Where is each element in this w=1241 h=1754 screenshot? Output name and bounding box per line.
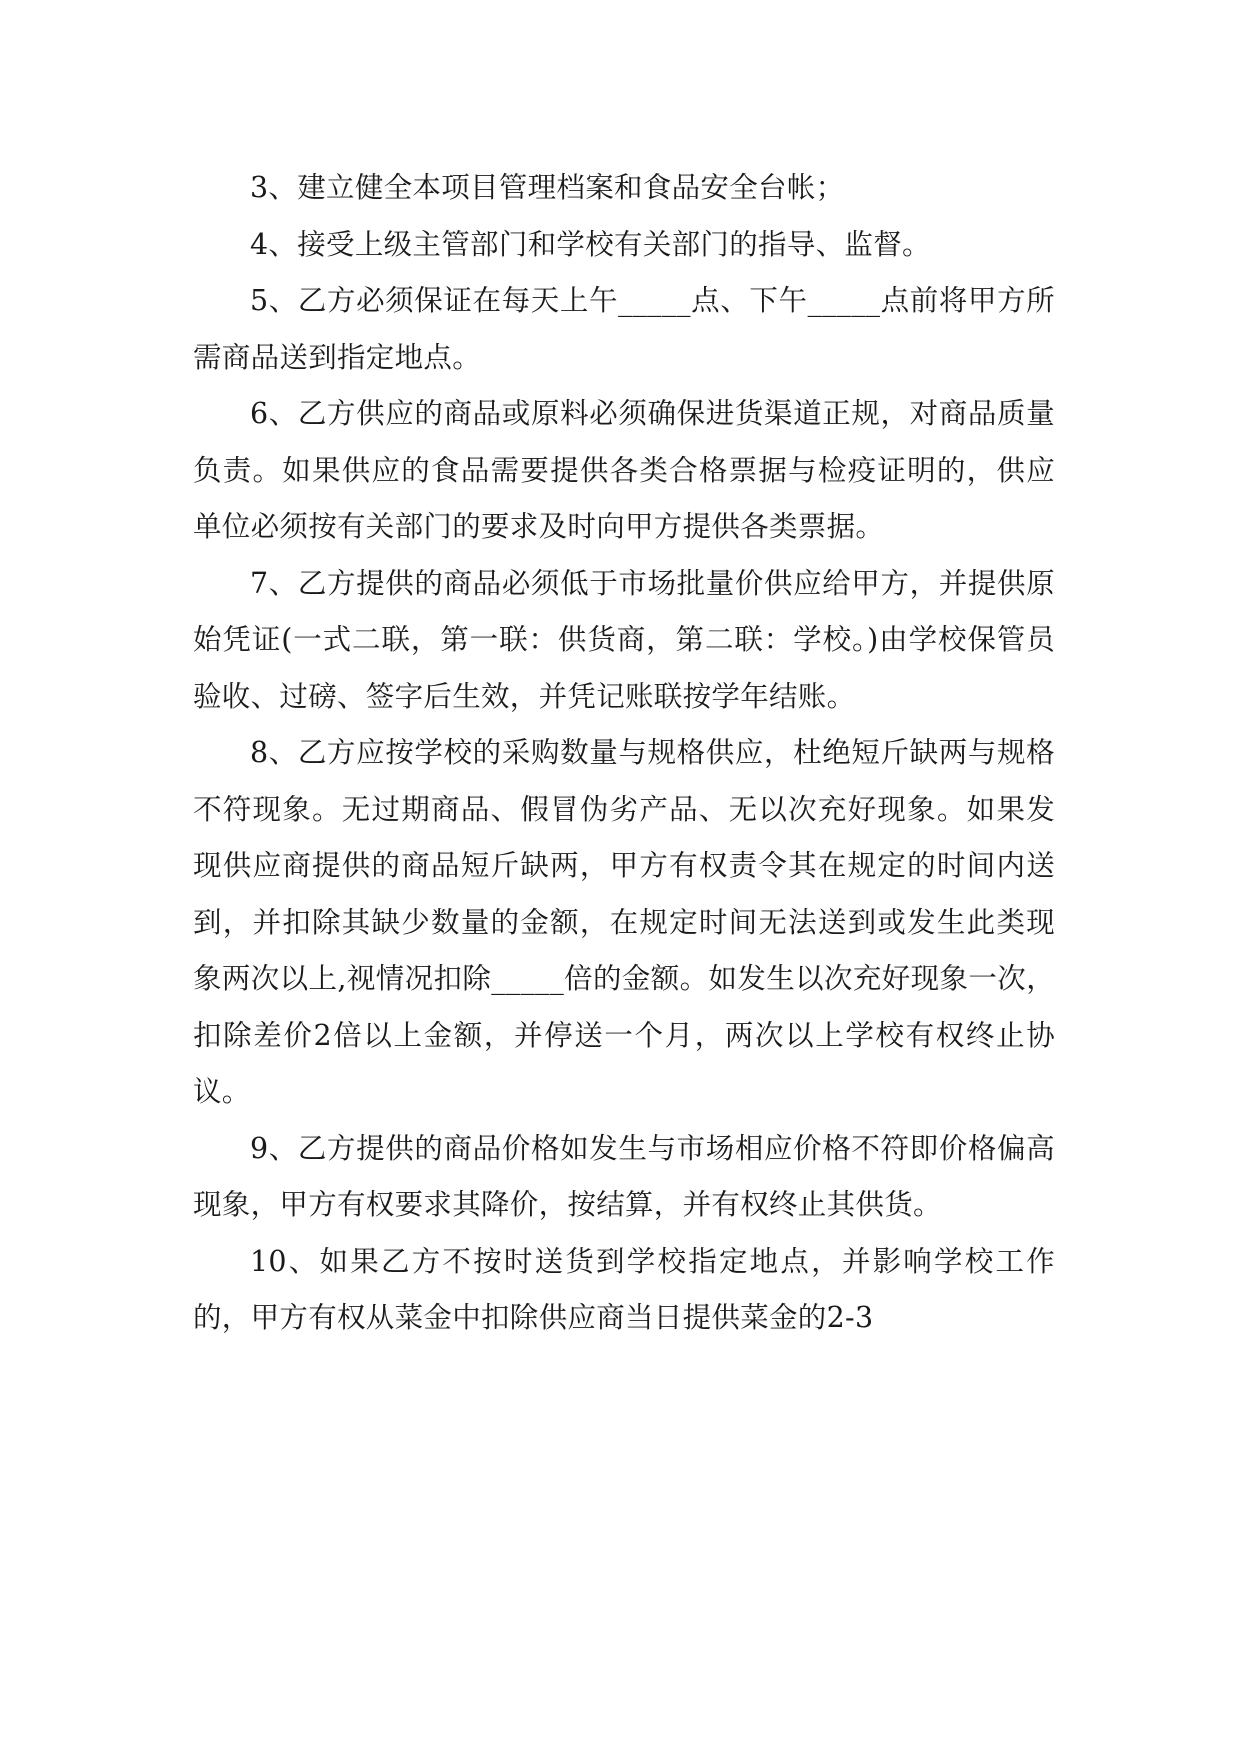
clause-10: 10、如果乙方不按时送货到学校指定地点，并影响学校工作的，甲方有权从菜金中扣除供应商当日提供菜金的2-3 (193, 1244, 1055, 1334)
clause-6: 6、乙方供应的商品或原料必须确保进货渠道正规，对商品质量负责。如果供应的食品需要提供各类合格票据与检疫证明的，供应单位必须按有关部门的要求及时向甲方提供各类票据。 (193, 397, 1055, 543)
clause-4: 4、接受上级主管部门和学校有关部门的指导、监督。 (250, 227, 931, 261)
clause-9: 9、乙方提供的商品价格如发生与市场相应价格不符即价格偏高现象，甲方有权要求其降价，按结算，并有权终止其供货。 (193, 1131, 1055, 1221)
clause-8: 8、乙方应按学校的采购数量与规格供应，杜绝短斤缺两与规格不符现象。无过期商品、假冒伪劣产品、无以次充好现象。如果发现供应商提供的商品短斤缺两，甲方有权责令其在规定的时间内送到，并扣除其缺少数量的金额，在规定时间无法送到或发生此类现象两次以上,视情况扣除_____倍的金额。如发生以次充好现象一次，扣除差价2倍以上金额，并停送一个月，两次以上学校有权终止协议。 (193, 736, 1055, 1108)
clause-7: 7、乙方提供的商品必须低于市场批量价供应给甲方，并提供原始凭证(一式二联，第一联：供货商，第二联：学校。)由学校保管员验收、过磅、签字后生效，并凭记账联按学年结账。 (193, 566, 1055, 713)
clause-3: 3、建立健全本项目管理档案和食品安全台帐； (250, 171, 845, 204)
document-body (193, 160, 1055, 1347)
clause-5: 5、乙方必须保证在每天上午_____点、下午_____点前将甲方所需商品送到指定地点。 (193, 284, 1055, 374)
